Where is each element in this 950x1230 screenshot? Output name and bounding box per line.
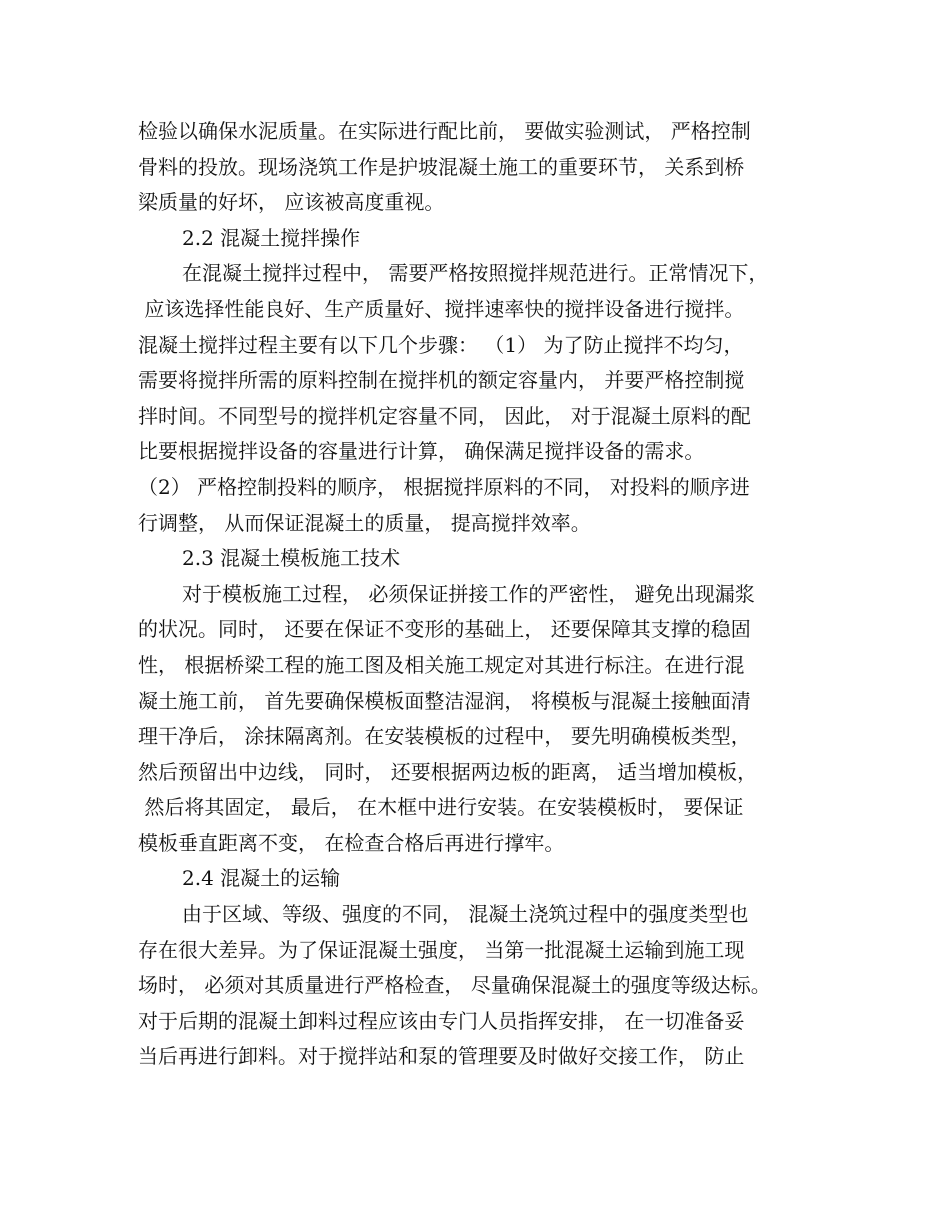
body-line: 检验以确保水泥质量。在实际进行配比前， 要做实验测试， 严格控制 (138, 119, 751, 143)
body-line: 性， 根据桥梁工程的施工图及相关施工规定对其进行标注。在进行混 (138, 652, 745, 677)
body-line: 骨料的投放。现场浇筑工作是护坡混凝土施工的重要环节， 关系到桥 (138, 154, 745, 179)
body-line: 对于后期的混凝土卸料过程应该由专门人员指挥安排， 在一切准备妥 (138, 1008, 745, 1033)
section-heading-2-4: 2.4 混凝土的运输 (182, 866, 341, 891)
body-line: 行调整， 从而保证混凝土的质量， 提高搅拌效率。 (138, 510, 591, 535)
body-line: 存在很大差异。为了保证混凝土强度， 当第一批混凝土运输到施工现 (138, 937, 745, 962)
paragraph-first-line: 对于模板施工过程， 必须保证拼接工作的严密性， 避免出现漏浆 (182, 581, 755, 606)
body-line: 混凝土搅拌过程主要有以下几个步骤： （1） 为了防止搅拌不均匀， (138, 332, 744, 357)
body-line: （2） 严格控制投料的顺序， 根据搅拌原料的不同， 对投料的顺序进 (138, 474, 750, 499)
body-line: 需要将搅拌所需的原料控制在搅拌机的额定容量内， 并要严格控制搅 (138, 368, 745, 393)
body-line: 场时， 必须对其质量进行严格检查， 尽量确保混凝土的强度等级达标。 (138, 973, 771, 998)
body-line: 应该选择性能良好、生产质量好、搅拌速率快的搅拌设备进行搅拌。 (138, 296, 745, 321)
paragraph-first-line: 在混凝土搅拌过程中， 需要严格按照搅拌规范进行。正常情况下， (182, 261, 769, 286)
body-line: 梁质量的好坏， 应该被高度重视。 (138, 190, 445, 215)
body-line: 凝土施工前， 首先要确保模板面整洁湿润， 将模板与混凝土接触面清 (138, 688, 751, 713)
body-line: 然后将其固定， 最后， 在木框中进行安装。在安装模板时， 要保证 (138, 795, 744, 820)
body-line: 拌时间。不同型号的搅拌机定容量不同， 因此， 对于混凝土原料的配 (138, 403, 751, 428)
body-line: 的状况。同时， 还要在保证不变形的基础上， 还要保障其支撑的稳固 (138, 617, 751, 642)
body-line: 模板垂直距离不变， 在检查合格后再进行撑牢。 (138, 830, 565, 855)
body-line: 理干净后， 涂抹隔离剂。在安装模板的过程中， 要先明确模板类型， (138, 724, 751, 749)
section-heading-2-2: 2.2 混凝土搅拌操作 (182, 225, 361, 250)
paragraph-first-line: 由于区域、等级、强度的不同， 混凝土浇筑过程中的强度类型也 (182, 902, 749, 927)
body-line: 然后预留出中边线， 同时， 还要根据两边板的距离， 适当增加模板， (138, 759, 758, 784)
document-body (138, 114, 818, 1075)
body-line: 当后再进行卸料。对于搅拌站和泵的管理要及时做好交接工作， 防止 (138, 1044, 745, 1069)
section-heading-2-3: 2.3 混凝土模板施工技术 (182, 546, 401, 571)
body-line: 比要根据搅拌设备的容量进行计算， 确保满足搅拌设备的需求。 (138, 439, 705, 464)
